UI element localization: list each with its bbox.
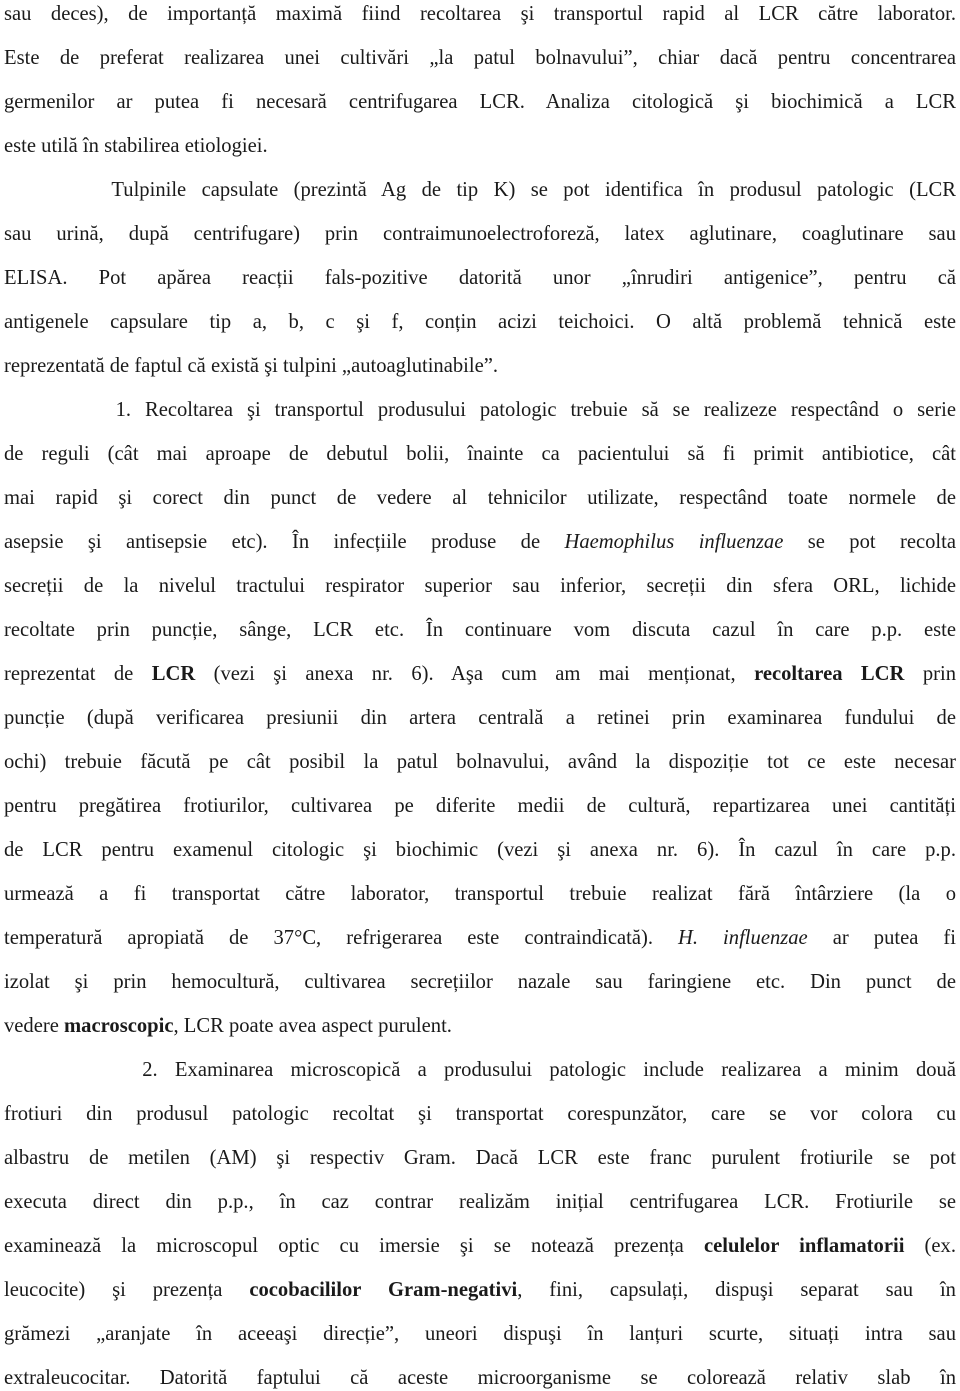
text-run: examinează la microscopul optic cu imersie şi se notează prezența bbox=[4, 1235, 704, 1257]
text-line bbox=[4, 706, 956, 730]
text-line bbox=[4, 90, 956, 114]
text-run: albastru de metilen (AM) şi respectiv Gram. Dacă LCR este franc purulent frotiurile se pot bbox=[4, 1147, 956, 1169]
text-run: de reguli (cât mai aproape de debutul bolii, înainte ca pacientului să fi primit antibiotice, cât bbox=[4, 443, 956, 465]
text-line bbox=[4, 1146, 956, 1170]
text-line bbox=[4, 134, 956, 158]
text-run: sau urină, după centrifugare) prin contraimunoelectroforeză, latex aglutinare, coaglutinare sau bbox=[4, 223, 956, 245]
text-run: frotiuri din produsul patologic recoltat şi transportat corespunzător, care se vor colora cu bbox=[4, 1103, 956, 1125]
text-line bbox=[4, 398, 956, 422]
text-run: germenilor ar putea fi necesară centrifugarea LCR. Analiza citologică şi biochimică a LCR bbox=[4, 91, 956, 113]
text-line bbox=[4, 310, 956, 334]
italic-text: H. influenzae bbox=[678, 927, 808, 949]
text-line bbox=[4, 1322, 956, 1346]
text-run: extraleucocitar. Datorită faptului că aceste microorganisme se colorează relativ slab în bbox=[4, 1367, 956, 1389]
text-run: secreții de la nivelul tractului respirator superior sau inferior, secreții din sfera ORL, lichide bbox=[4, 575, 956, 597]
text-line bbox=[4, 1058, 956, 1082]
text-run: executa direct din p.p., în caz contrar realizăm inițial centrifugarea LCR. Frotiurile se bbox=[4, 1191, 956, 1213]
text-run: mai rapid şi corect din punct de vedere al tehnicilor utilizate, respectând toate normele de bbox=[4, 487, 956, 509]
text-run: vedere bbox=[4, 1015, 65, 1037]
text-run: pentru pregătirea frotiurilor, cultivarea pe diferite medii de cultură, repartizarea unei cantități bbox=[4, 795, 956, 817]
text-run: de LCR pentru examenul citologic şi biochimic (vezi şi anexa nr. 6). În cazul în care p.p. bbox=[4, 839, 956, 861]
bold-text: cocobacililor Gram-negativi bbox=[249, 1279, 518, 1301]
text-line bbox=[4, 1278, 956, 1302]
text-run: (ex. bbox=[904, 1235, 957, 1257]
text-run: ar putea fi bbox=[807, 927, 956, 949]
text-line bbox=[4, 1102, 956, 1126]
text-run: sau deces), de importanță maximă fiind recoltarea şi transportul rapid al LCR către laborator. bbox=[4, 3, 956, 25]
bold-text: celulelor inflamatorii bbox=[703, 1235, 905, 1257]
text-run: asepsie şi antisepsie etc). În infecțiile produse de bbox=[4, 531, 565, 553]
text-run: reprezentată de faptul că există şi tulpini „autoaglutinabile”. bbox=[4, 355, 499, 377]
text-run: leucocite) şi prezența bbox=[4, 1279, 250, 1301]
text-run: , LCR poate avea aspect purulent. bbox=[173, 1015, 452, 1037]
text-run: izolat şi prin hemocultură, cultivarea secrețiilor nazale sau faringiene etc. Din punct de bbox=[4, 971, 956, 993]
text-line bbox=[4, 1234, 956, 1258]
text-line bbox=[4, 354, 956, 378]
text-line bbox=[4, 486, 956, 510]
text-line bbox=[4, 794, 956, 818]
text-line bbox=[4, 46, 956, 70]
text-run: , fini, capsulați, dispuşi separat sau în bbox=[517, 1279, 956, 1301]
text-run: 2. Examinarea microscopică a produsului patologic include realizarea a minim două bbox=[4, 1059, 956, 1081]
text-line bbox=[4, 2, 956, 26]
text-run: reprezentat de bbox=[4, 663, 152, 685]
text-line bbox=[4, 662, 956, 686]
text-line bbox=[4, 178, 956, 202]
text-run: ELISA. Pot apărea reacții fals-pozitive datorită unor „înrudiri antigenice”, pentru că bbox=[4, 267, 956, 289]
text-line bbox=[4, 1190, 956, 1214]
text-run: este utilă în stabilirea etiologiei. bbox=[4, 135, 268, 157]
text-line bbox=[4, 618, 956, 642]
text-run: prin bbox=[904, 663, 956, 685]
text-line bbox=[4, 574, 956, 598]
text-run: antigenele capsulare tip a, b, c şi f, conțin acizi teichoici. O altă problemă tehnică este bbox=[4, 311, 956, 333]
text-line bbox=[4, 530, 956, 554]
text-line bbox=[4, 838, 956, 862]
text-line bbox=[4, 882, 956, 906]
bold-text: LCR bbox=[151, 663, 196, 685]
text-run: Este de preferat realizarea unei cultivări „la patul bolnavului”, chiar dacă pentru concentrarea bbox=[4, 47, 956, 69]
text-run: puncție (după verificarea presiunii din artera centrală a retinei prin examinarea fundului de bbox=[4, 707, 956, 729]
text-line bbox=[4, 926, 956, 950]
text-run: recoltate prin puncție, sânge, LCR etc. În continuare vom discuta cazul în care p.p. este bbox=[4, 619, 956, 641]
text-line bbox=[4, 222, 956, 246]
text-run: temperatură apropiată de 37°C, refrigerarea este contraindicată). bbox=[4, 927, 678, 949]
text-line bbox=[4, 970, 956, 994]
text-run: ochi) trebuie făcută pe cât posibil la patul bolnavului, având la dispoziție tot ce este necesar bbox=[4, 751, 956, 773]
text-line bbox=[4, 1014, 956, 1038]
text-run: se pot recolta bbox=[783, 531, 957, 553]
text-line bbox=[4, 266, 956, 290]
text-run: (vezi şi anexa nr. 6). Aşa cum am mai menționat, bbox=[195, 663, 755, 685]
text-run: grămezi „aranjate în aceeaşi direcție”, uneori dispuşi în lanțuri scurte, situați intra sau bbox=[4, 1323, 956, 1345]
text-line bbox=[4, 442, 956, 466]
text-line bbox=[4, 1366, 956, 1390]
bold-text: macroscopic bbox=[64, 1015, 174, 1037]
text-line bbox=[4, 750, 956, 774]
bold-text: recoltarea LCR bbox=[754, 663, 905, 685]
text-run: urmează a fi transportat către laborator, transportul trebuie realizat fără întârziere (la o bbox=[4, 883, 956, 905]
text-run: Tulpinile capsulate (prezintă Ag de tip K) se pot identifica în produsul patologic (LCR bbox=[4, 179, 956, 201]
text-run: 1. Recoltarea şi transportul produsului patologic trebuie să se realizeze respectând o serie bbox=[4, 399, 956, 421]
italic-text: Haemophilus influenzae bbox=[564, 531, 784, 553]
